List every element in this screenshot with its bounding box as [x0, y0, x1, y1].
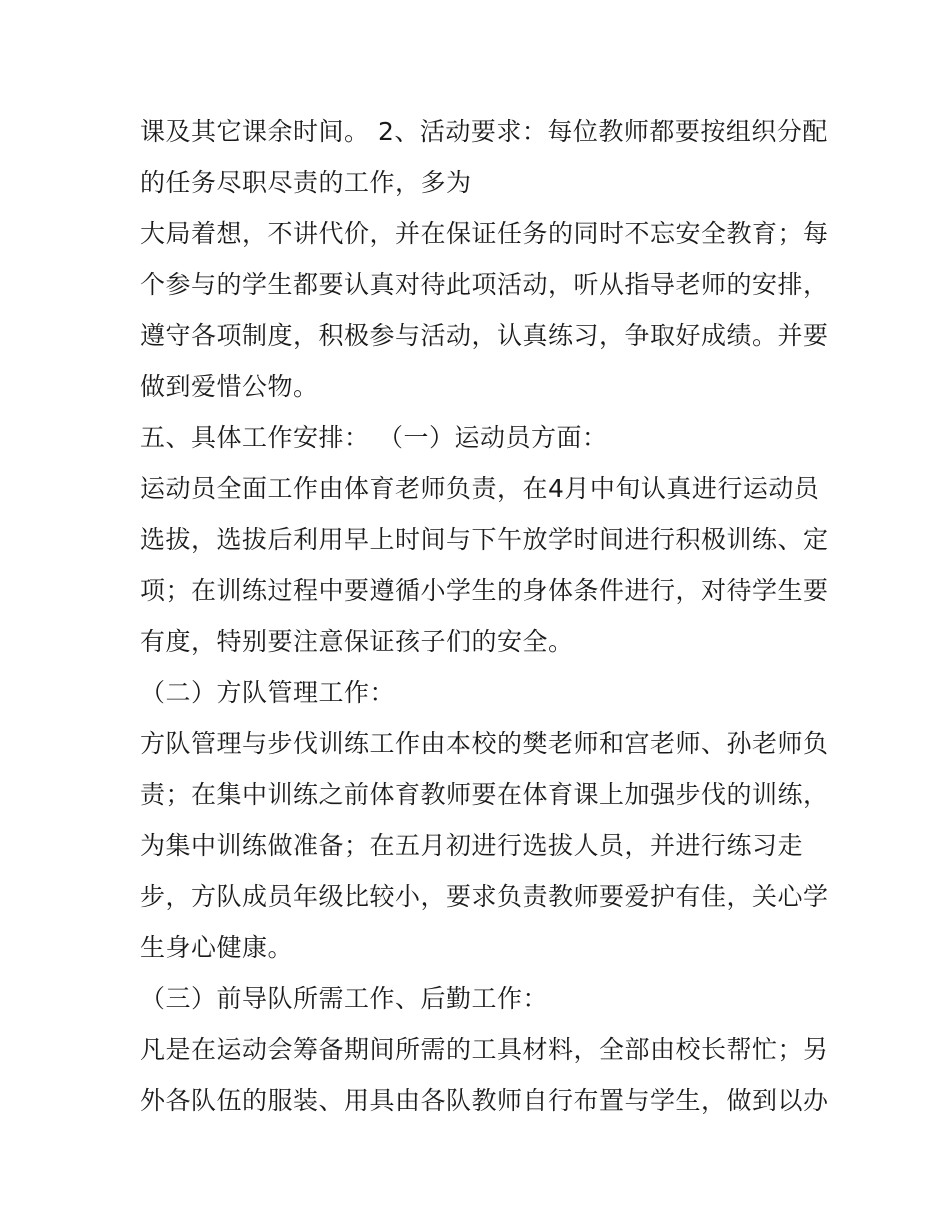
text-line: 步，方队成员年级比较小，要求负责教师要爱护有佳，关心学	[140, 882, 829, 911]
text-line: 责；在集中训练之前体育教师要在体育课上加强步伐的训练，	[140, 780, 829, 809]
text-line: 有度，特别要注意保证孩子们的安全。	[140, 627, 574, 656]
text-line: 为集中训练做准备；在五月初进行选拔人员，并进行练习走	[140, 831, 804, 860]
text-line: 外各队伍的服装、用具由各队教师自行布置与学生，做到以办	[140, 1086, 829, 1115]
document-body-text	[140, 106, 829, 1126]
text-line: 生身心健康。	[140, 933, 294, 962]
subsection-heading: （三）前导队所需工作、后勤工作：	[140, 984, 549, 1013]
text-line: 凡是在运动会筹备期间所需的工具材料，全部由校长帮忙；另	[140, 1035, 829, 1064]
subsection-heading: （二）方队管理工作：	[140, 678, 396, 707]
text-line: 选拔，选拔后利用早上时间与下午放学时间进行积极训练、定	[140, 525, 829, 554]
text-line: 遵守各项制度，积极参与活动，认真练习，争取好成绩。并要	[140, 321, 829, 350]
text-line: 个参与的学生都要认真对待此项活动，听从指导老师的安排，	[140, 270, 829, 299]
section-heading: 五、具体工作安排： （一）运动员方面：	[140, 423, 608, 452]
text-line: 大局着想，不讲代价，并在保证任务的同时不忘安全教育；每	[140, 219, 829, 248]
text-line: 课及其它课余时间。 2、活动要求：每位教师都要按组织分配	[140, 117, 828, 146]
text-line: 做到爱惜公物。	[140, 372, 319, 401]
text-line: 方队管理与步伐训练工作由本校的樊老师和宫老师、孙老师负	[140, 729, 829, 758]
text-line: 项；在训练过程中要遵循小学生的身体条件进行，对待学生要	[140, 576, 829, 605]
text-line: 运动员全面工作由体育老师负责，在4月中旬认真进行运动员	[140, 474, 820, 503]
text-line: 的任务尽职尽责的工作，多为	[140, 168, 472, 197]
